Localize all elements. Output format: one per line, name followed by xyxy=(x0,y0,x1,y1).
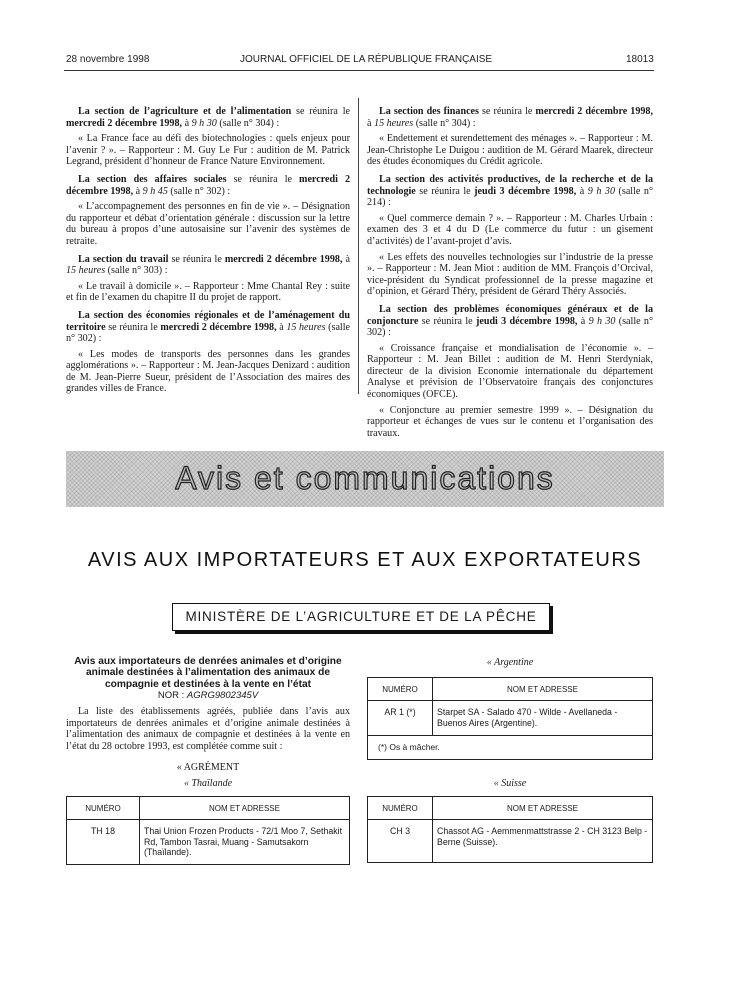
paragraph xyxy=(66,254,350,277)
nor-line xyxy=(66,690,350,701)
text-run: (salle n° 302) : xyxy=(367,315,654,339)
text-run: « Conjoncture au premier semestre 1999 ». – Désignation du rapporteur et échanges de vues sur le contenu et l’organisation des travaux. xyxy=(367,404,653,439)
bold-run: La section du travail xyxy=(78,253,169,265)
paragraph xyxy=(367,405,653,440)
text-run: « Quel commerce demain ? ». – Rapporteur : M. Charles Urbain : examen des 3 et 4 du D (Le commerce du futur : un gisement d’activités) de l’avant-projet d’avis. xyxy=(367,212,653,247)
italic-run: 9 h 30 xyxy=(191,117,217,129)
table-row xyxy=(67,820,350,865)
paragraph xyxy=(66,349,350,395)
text-run: se réunira le xyxy=(415,185,475,197)
caption-thailande: « Thaïlande xyxy=(183,778,233,789)
paragraph xyxy=(367,106,653,129)
left-column xyxy=(66,100,350,399)
text-run: « L’accompagnement des personnes en fin de vie ». – Désignation du rapporteur et débat d’orientation générale : discussion sur la lettre du bureau à propos d’une autosaisine sur l’avenir des systèmes de retraite. xyxy=(66,201,350,247)
text-run: (salle n° 304) : xyxy=(413,117,476,129)
right-column xyxy=(367,100,653,443)
avis-lead-text: La liste des établissements agréés, publiée dans l’avis aux importateurs de denrées animales et d’origine animale destinées à l’alimentation des animaux de compagnie et destinées à la vente en l’état du 28 octobre 1993, est complétée comme suit : xyxy=(66,706,350,752)
paragraph xyxy=(367,213,653,248)
text-run: à xyxy=(576,185,588,197)
text-run: (salle n° 303) : xyxy=(105,265,168,277)
bold-run: La section des problèmes économiques généraux et de la conjoncture xyxy=(367,303,653,327)
paragraph xyxy=(367,133,653,168)
text-run: « Endettement et surendettement des ménages ». – Rapporteur : M. Jean-Christophe Le Duigou : audition de M. Gérard Maarek, directeur des études économiques du Crédit agricole. xyxy=(367,133,653,168)
header-date: 28 novembre 1998 xyxy=(66,54,150,65)
bold-run: mercredi 2 décembre 1998, xyxy=(224,253,343,265)
caption-argentine: « Argentine xyxy=(486,657,534,668)
text-run: « Les modes de transports des personnes dans les grandes agglomérations ». – Rapporteur : M. Jean-Jacques Denizard : audition de M. Jean-Pierre Sueur, président de l’Association des maires des grandes villes de France. xyxy=(66,348,350,395)
text-run: se réunira le xyxy=(168,253,225,265)
cell-address: Thai Union Frozen Products - 72/1 Moo 7, Sethakit Rd, Tambon Tasrai, Muang - Samutsakorn (Thaïlande). xyxy=(140,820,350,865)
text-run: à xyxy=(367,117,375,129)
paragraph xyxy=(66,174,350,197)
column-separator xyxy=(358,98,359,394)
italic-run: 15 heures xyxy=(374,117,414,129)
col-header-nom: NOM ET ADRESSE xyxy=(433,678,653,701)
cell-code: CH 3 xyxy=(368,820,433,863)
cell-code: TH 18 xyxy=(67,820,140,865)
text-run: à xyxy=(577,315,589,327)
col-header-numero: NUMÉRO xyxy=(368,797,433,820)
text-run: (salle n° 302) : xyxy=(66,321,351,345)
paragraph xyxy=(367,343,653,401)
col-header-nom: NOM ET ADRESSE xyxy=(140,797,350,820)
bold-run: mercredi 2 décembre 1998, xyxy=(160,321,277,333)
header-rule xyxy=(64,70,654,71)
text-run: « Les effets des nouvelles technologies sur l’industrie de la presse ». – Rapporteur : M. Jean Miot : audition de MM. François d’Orcival, vice-président du Syndicat professionnel de la presse magazine et d’opinion, et Gérard Théry, président de Gérard Théry Associés. xyxy=(367,251,653,298)
nor-label: NOR : xyxy=(157,690,185,701)
table-row xyxy=(368,701,653,736)
text-run: (salle n° 302) : xyxy=(167,185,231,197)
paragraph xyxy=(367,174,653,209)
section-title: AVIS AUX IMPORTATEURS ET AUX EXPORTATEURS xyxy=(87,549,643,571)
bold-run: La section des activités productives, de la recherche et de la technologie xyxy=(367,173,653,197)
col-header-numero: NUMÉRO xyxy=(67,797,140,820)
paragraph xyxy=(367,252,653,298)
paragraph xyxy=(66,281,350,304)
bold-run: La section des affaires sociales xyxy=(78,173,227,185)
banner-title: Avis et communications xyxy=(175,460,555,496)
table-argentine xyxy=(367,677,653,760)
italic-run: 9 h 30 xyxy=(588,315,616,327)
italic-run: 9 h 30 xyxy=(587,185,615,197)
paragraph xyxy=(66,133,350,168)
header-page-number: 18013 xyxy=(626,54,654,65)
bold-run: jeudi 3 décembre 1998, xyxy=(475,315,578,327)
agrement-heading: « AGRÉMENT xyxy=(176,762,240,773)
table-footnote-row xyxy=(368,736,653,760)
bold-run: La section des finances xyxy=(379,106,479,117)
text-run: « Croissance française et mondialisation de l’économie ». – Rapporteur : M. Jean Billet : audition de M. Henri Sterdyniak, directeur de la division Economie internationale du département Analyse et prévision de l’Observatoire français des conjonctures économiques (OFCE). xyxy=(367,342,653,401)
ministry-box: MINISTÈRE DE L’AGRICULTURE ET DE LA PÊCHE xyxy=(172,603,550,631)
text-run: à xyxy=(133,185,143,197)
avis-title: Avis aux importateurs de denrées animales et d’origine animale destinées à l’alimentation des animaux de compagnie et destinées à la vente en l’état xyxy=(74,656,342,690)
paragraph xyxy=(367,304,653,339)
table-suisse xyxy=(367,796,653,863)
cell-code: AR 1 (*) xyxy=(368,701,433,736)
nor-code: AGRG9802345V xyxy=(186,690,259,701)
cell-address: Chassot AG - Aemmenmattstrasse 2 - CH 3123 Belp - Berne (Suisse). xyxy=(433,820,653,863)
bold-run: mercredi 2 décembre 1998, xyxy=(535,106,653,117)
italic-run: 15 heures xyxy=(286,321,326,333)
text-run: à xyxy=(342,253,350,265)
text-run: à xyxy=(182,117,192,129)
cell-address: Starpet SA - Salado 470 - Wilde - Avellaneda - Buenos Aires (Argentine). xyxy=(433,701,653,736)
table-row xyxy=(368,820,653,863)
bold-run: mercredi 2 décembre 1998, xyxy=(66,117,183,129)
paragraph xyxy=(66,201,350,247)
caption-suisse: « Suisse xyxy=(493,778,527,789)
section-banner xyxy=(66,451,664,507)
table-footnote: (*) Os à mâcher. xyxy=(368,736,653,760)
text-run: se réunira le xyxy=(478,106,536,117)
paragraph xyxy=(66,310,350,345)
text-run: (salle n° 214) : xyxy=(367,185,653,209)
text-run: se réunira le xyxy=(418,315,476,327)
bold-run: La section de l’agriculture et de l’alimentation xyxy=(78,106,292,117)
col-header-numero: NUMÉRO xyxy=(368,678,433,701)
bold-run: jeudi 3 décembre 1998, xyxy=(474,185,577,197)
text-run: « La France face au défi des biotechnologies : quels enjeux pour l’avenir ? ». – Rapporteur : M. Guy Le Fur : audition de M. Patrick Legrand, président d’honneur de France Nature Environnement. xyxy=(66,133,350,168)
italic-run: 15 heures xyxy=(66,265,106,277)
bold-run: La section des économies régionales et de l’aménagement du territoire xyxy=(66,309,350,333)
text-run: à xyxy=(276,321,287,333)
header-journal-title: JOURNAL OFFICIEL DE LA RÉPUBLIQUE FRANÇAISE xyxy=(240,54,493,65)
table-thailande xyxy=(66,796,350,865)
italic-run: 9 h 45 xyxy=(142,185,168,197)
paragraph xyxy=(66,106,350,129)
col-header-nom: NOM ET ADRESSE xyxy=(433,797,653,820)
bold-run: mercredi 2 décembre 1998, xyxy=(66,173,350,197)
text-run: se réunira le xyxy=(105,321,161,333)
text-run: se réunira le xyxy=(226,173,300,185)
text-run: se réunira le xyxy=(291,106,350,117)
text-run: « Le travail à domicile ». – Rapporteur : Mme Chantal Rey : suite et fin de l’examen du chapitre II du projet de rapport. xyxy=(66,280,350,304)
text-run: (salle n° 304) : xyxy=(216,117,280,129)
avis-lead xyxy=(66,706,350,752)
